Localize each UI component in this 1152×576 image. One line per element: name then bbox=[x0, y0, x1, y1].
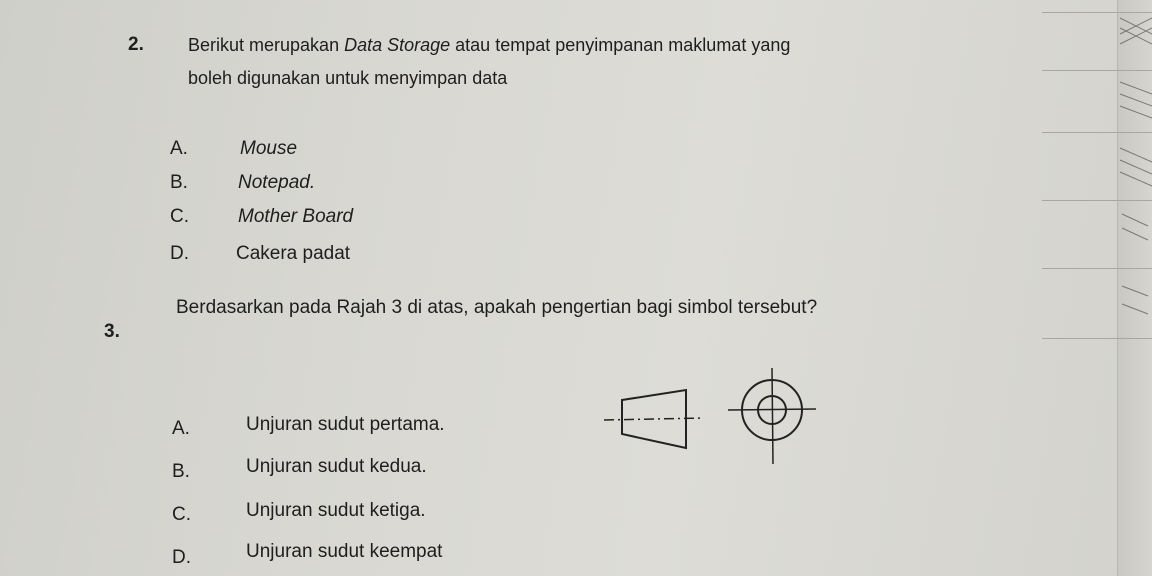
question-2-text-post: atau tempat penyimpanan maklumat yang bbox=[450, 35, 791, 55]
q3-option-b-letter: B. bbox=[172, 461, 190, 482]
q2-option-c-letter: C. bbox=[170, 206, 189, 227]
cone-centerline bbox=[604, 418, 704, 420]
q3-option-a-letter: A. bbox=[172, 418, 190, 439]
q3-option-d-text[interactable]: Unjuran sudut keempat bbox=[246, 541, 443, 562]
question-2-text-line2: boleh digunakan untuk menyimpan data bbox=[188, 68, 508, 88]
q2-option-c-text[interactable]: Mother Board bbox=[238, 206, 354, 227]
question-3-number: 3. bbox=[104, 321, 120, 342]
q3-option-c-text[interactable]: Unjuran sudut ketiga. bbox=[246, 500, 426, 521]
q2-option-b-text[interactable]: Notepad. bbox=[238, 172, 316, 193]
question-3-text: Berdasarkan pada Rajah 3 di atas, apakah pengertian bagi simbol tersebut? bbox=[176, 297, 818, 318]
q3-option-d-letter: D. bbox=[172, 547, 191, 568]
q3-option-b-text[interactable]: Unjuran sudut kedua. bbox=[246, 456, 427, 477]
question-2-text bbox=[188, 35, 790, 56]
q3-option-c-letter: C. bbox=[172, 504, 191, 525]
question-2-number: 2. bbox=[128, 34, 144, 55]
q2-option-d-letter: D. bbox=[170, 243, 189, 264]
edge-hatch-patterns bbox=[1118, 14, 1152, 344]
end-view-vertical-axis bbox=[772, 368, 773, 464]
q3-option-a-text[interactable]: Unjuran sudut pertama. bbox=[246, 414, 445, 435]
projection-symbol-icon bbox=[596, 360, 826, 470]
question-2-text-em: Data Storage bbox=[344, 35, 451, 55]
q2-option-a-letter: A. bbox=[170, 138, 188, 159]
edge-divider bbox=[1042, 12, 1152, 13]
question-2-text-pre: Berikut merupakan bbox=[188, 35, 345, 55]
q2-option-d-text[interactable]: Cakera padat bbox=[236, 243, 351, 264]
q2-option-a-text[interactable]: Mouse bbox=[240, 138, 298, 159]
q2-option-b-letter: B. bbox=[170, 172, 188, 193]
